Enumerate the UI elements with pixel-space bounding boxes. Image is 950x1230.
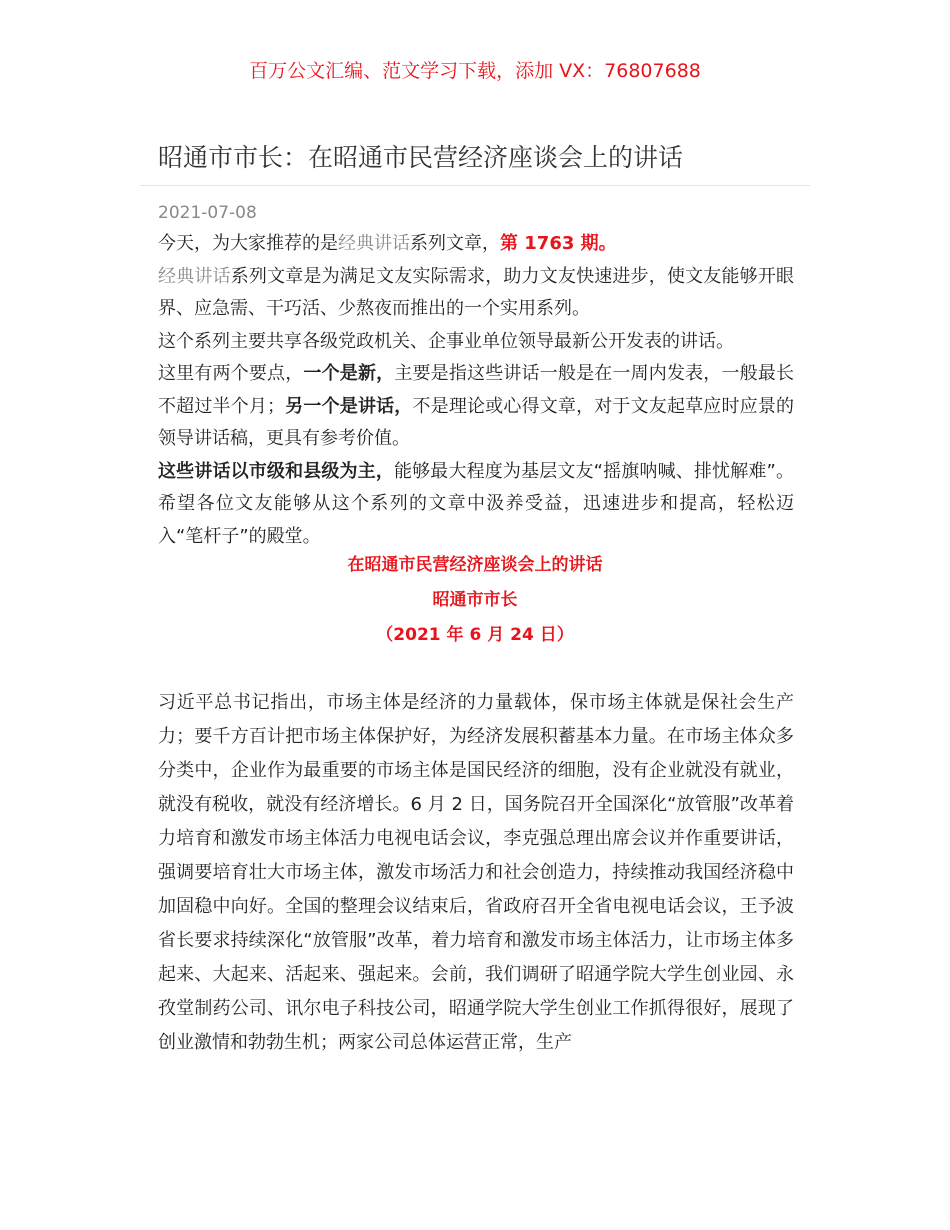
body-paragraph: 习近平总书记指出，市场主体是经济的力量载体，保市场主体就是保社会生产力；要千方百计把市场主体保护好，为经济发展积蓄基本力量。在市场主体众多分类中，企业作为最重要的市场主体是国民经济的细胞，没有企业就没有就业，就没有税收，就没有经济增长。6 月 2 日，国务院召开全国深化“放管服”改革着力培育和激发市场主体活力电视电话会议，李克强总理出席会议并作重要讲话，强调要培育壮大市场主体，激发市场活力和社会创造力，持续推动我国经济稳中加固稳中向好。全国的整理会议结束后，省政府召开全省电视电话会议，王予波省长要求持续深化“放管服”改革，着力培育和激发市场主体活力，让市场主体多起来、大起来、活起来、强起来。会前，我们调研了昭通学院大学生创业园、永孜堂制药公司、讯尔电子科技公司，昭通学院大学生创业工作抓得很好，展现了创业激情和勃勃生机；两家公司总体运营正常，生产	[158, 692, 794, 1053]
text: 系列文章是为满足文友实际需求，助力文友快速进步，使文友能够开眼界、应急需、干巧活、少熬夜而推出的一个实用系列。	[158, 265, 795, 319]
series-intro	[158, 228, 794, 553]
intro-paragraph	[158, 358, 794, 456]
text: 今天，为大家推荐的是	[158, 233, 338, 254]
speech-date: （2021 年 6 月 24 日）	[376, 625, 574, 645]
article-title: 昭通市市长：在昭通市民营经济座谈会上的讲话	[158, 143, 684, 172]
intro-paragraph	[158, 261, 794, 326]
title-divider	[140, 185, 810, 186]
bold-text: 一个是新，	[303, 363, 395, 384]
text: 主要是指这些讲话一般是在一周内发表，一般最长不超过半个月；	[158, 363, 795, 417]
text: 能够最大程度为基层文友“摇旗呐喊、排忧解难”。希望各位文友能够从这个系列的文章中汲养受益，迅速进步和提高，轻松迈入“笔杆子”的殿堂。	[158, 460, 794, 547]
bold-text: 这些讲话以市级和县级为主，	[158, 460, 394, 482]
series-name: 经典讲话	[338, 233, 410, 254]
series-name: 经典讲话	[158, 265, 231, 287]
intro-paragraph	[158, 456, 794, 554]
speech-header	[0, 552, 950, 657]
speech-heading: 在昭通市民营经济座谈会上的讲话	[347, 555, 603, 575]
bold-text: 另一个是讲话，	[285, 395, 413, 417]
speech-speaker: 昭通市市长	[432, 590, 518, 610]
publish-date: 2021-07-08	[158, 203, 257, 223]
intro-paragraph: 这个系列主要共享各级党政机关、企事业单位领导最新公开发表的讲话。	[158, 330, 734, 352]
text: 不是理论或心得文章，对于文友起草应时应景的领导讲话稿，更具有参考价值。	[158, 395, 795, 449]
speech-body	[158, 686, 794, 1060]
intro-paragraph	[158, 228, 794, 261]
text: 系列文章，	[410, 233, 500, 254]
issue-number: 第 1763 期。	[500, 233, 617, 254]
promo-banner: 百万公文汇编、范文学习下载，添加 VX：76807688	[249, 60, 701, 82]
text: 这里有两个要点，	[158, 363, 304, 384]
